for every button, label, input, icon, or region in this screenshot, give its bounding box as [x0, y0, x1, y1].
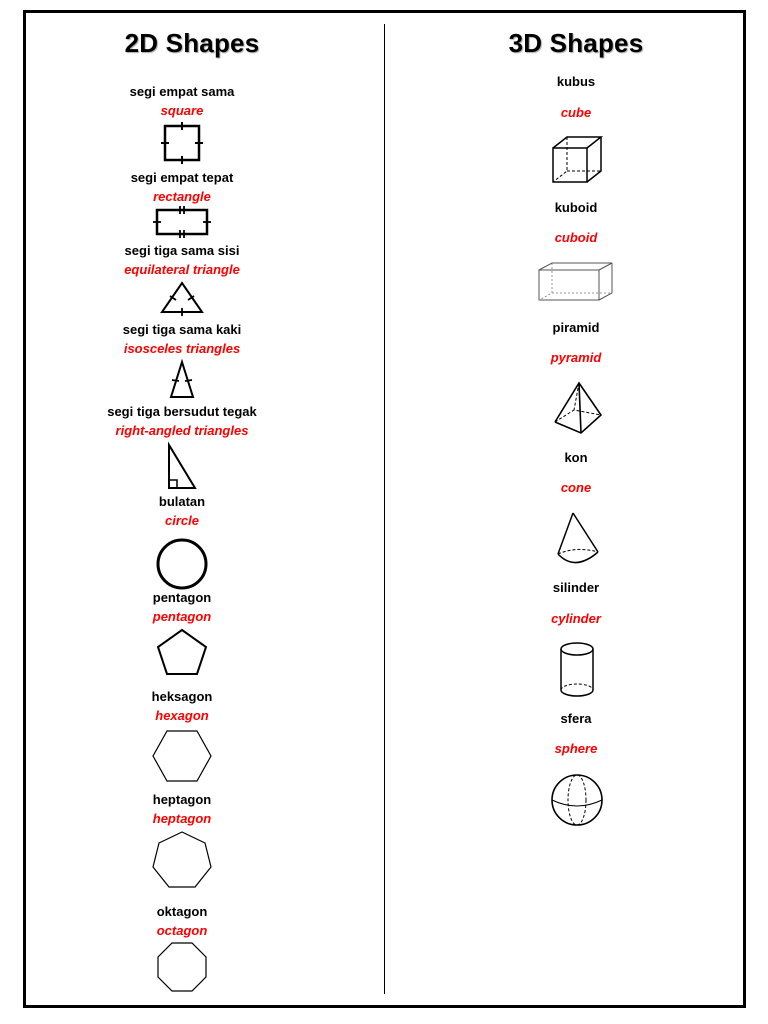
label-english-isosceles-triangle: isosceles triangles	[123, 341, 241, 356]
hexagon-icon	[151, 729, 213, 783]
label-english-pentagon: pentagon	[152, 609, 212, 624]
label-malay-hexagon: heksagon	[151, 689, 213, 704]
label-english-cube: cube	[560, 105, 592, 120]
label-malay-heptagon: heptagon	[152, 792, 212, 807]
label-malay-square: segi empat sama	[129, 84, 235, 99]
label-malay-sphere: sfera	[560, 711, 592, 726]
column-divider	[384, 24, 385, 994]
label-malay-cylinder: silinder	[552, 580, 600, 595]
square-icon	[162, 123, 202, 163]
label-malay-equilateral-triangle: segi tiga sama sisi	[124, 243, 240, 258]
pyramid-icon	[552, 380, 604, 436]
label-malay-right-angled-triangle: segi tiga bersudut tegak	[107, 404, 257, 419]
sphere-icon	[549, 772, 605, 828]
label-malay-circle: bulatan	[158, 494, 206, 509]
cuboid-icon	[536, 260, 616, 304]
label-malay-isosceles-triangle: segi tiga sama kaki	[122, 322, 242, 337]
heading-3d-shapes: 3D Shapes	[508, 28, 644, 58]
label-english-cuboid: cuboid	[554, 230, 598, 245]
label-malay-cone: kon	[564, 450, 588, 465]
label-malay-cube: kubus	[556, 74, 596, 89]
label-malay-pentagon: pentagon	[152, 590, 212, 605]
label-english-pyramid: pyramid	[550, 350, 602, 365]
octagon-icon	[156, 941, 208, 993]
heptagon-icon	[151, 830, 213, 890]
heading-2d-shapes: 2D Shapes	[124, 28, 260, 58]
label-english-sphere: sphere	[554, 741, 598, 756]
label-english-circle: circle	[165, 513, 199, 528]
label-malay-pyramid: piramid	[552, 320, 600, 335]
cylinder-icon	[558, 640, 596, 700]
rectangle-icon	[155, 207, 209, 237]
cube-icon	[550, 134, 604, 186]
circle-icon	[155, 537, 209, 591]
label-english-heptagon: heptagon	[152, 811, 212, 826]
pentagon-icon	[155, 627, 209, 677]
label-english-right-angled-triangle: right-angled triangles	[115, 423, 249, 438]
label-english-rectangle: rectangle	[153, 189, 211, 204]
label-malay-cuboid: kuboid	[554, 200, 598, 215]
isosceles-triangle-icon	[168, 360, 196, 400]
label-malay-octagon: oktagon	[156, 904, 208, 919]
equilateral-triangle-icon	[160, 281, 204, 315]
label-english-square: square	[160, 103, 204, 118]
label-english-hexagon: hexagon	[155, 708, 209, 723]
label-english-octagon: octagon	[156, 923, 208, 938]
label-malay-rectangle: segi empat tepat	[130, 170, 234, 185]
right-angled-triangle-icon	[166, 443, 198, 491]
cone-icon	[555, 510, 601, 568]
label-english-equilateral-triangle: equilateral triangle	[124, 262, 240, 277]
label-english-cone: cone	[560, 480, 592, 495]
label-english-cylinder: cylinder	[551, 611, 601, 626]
